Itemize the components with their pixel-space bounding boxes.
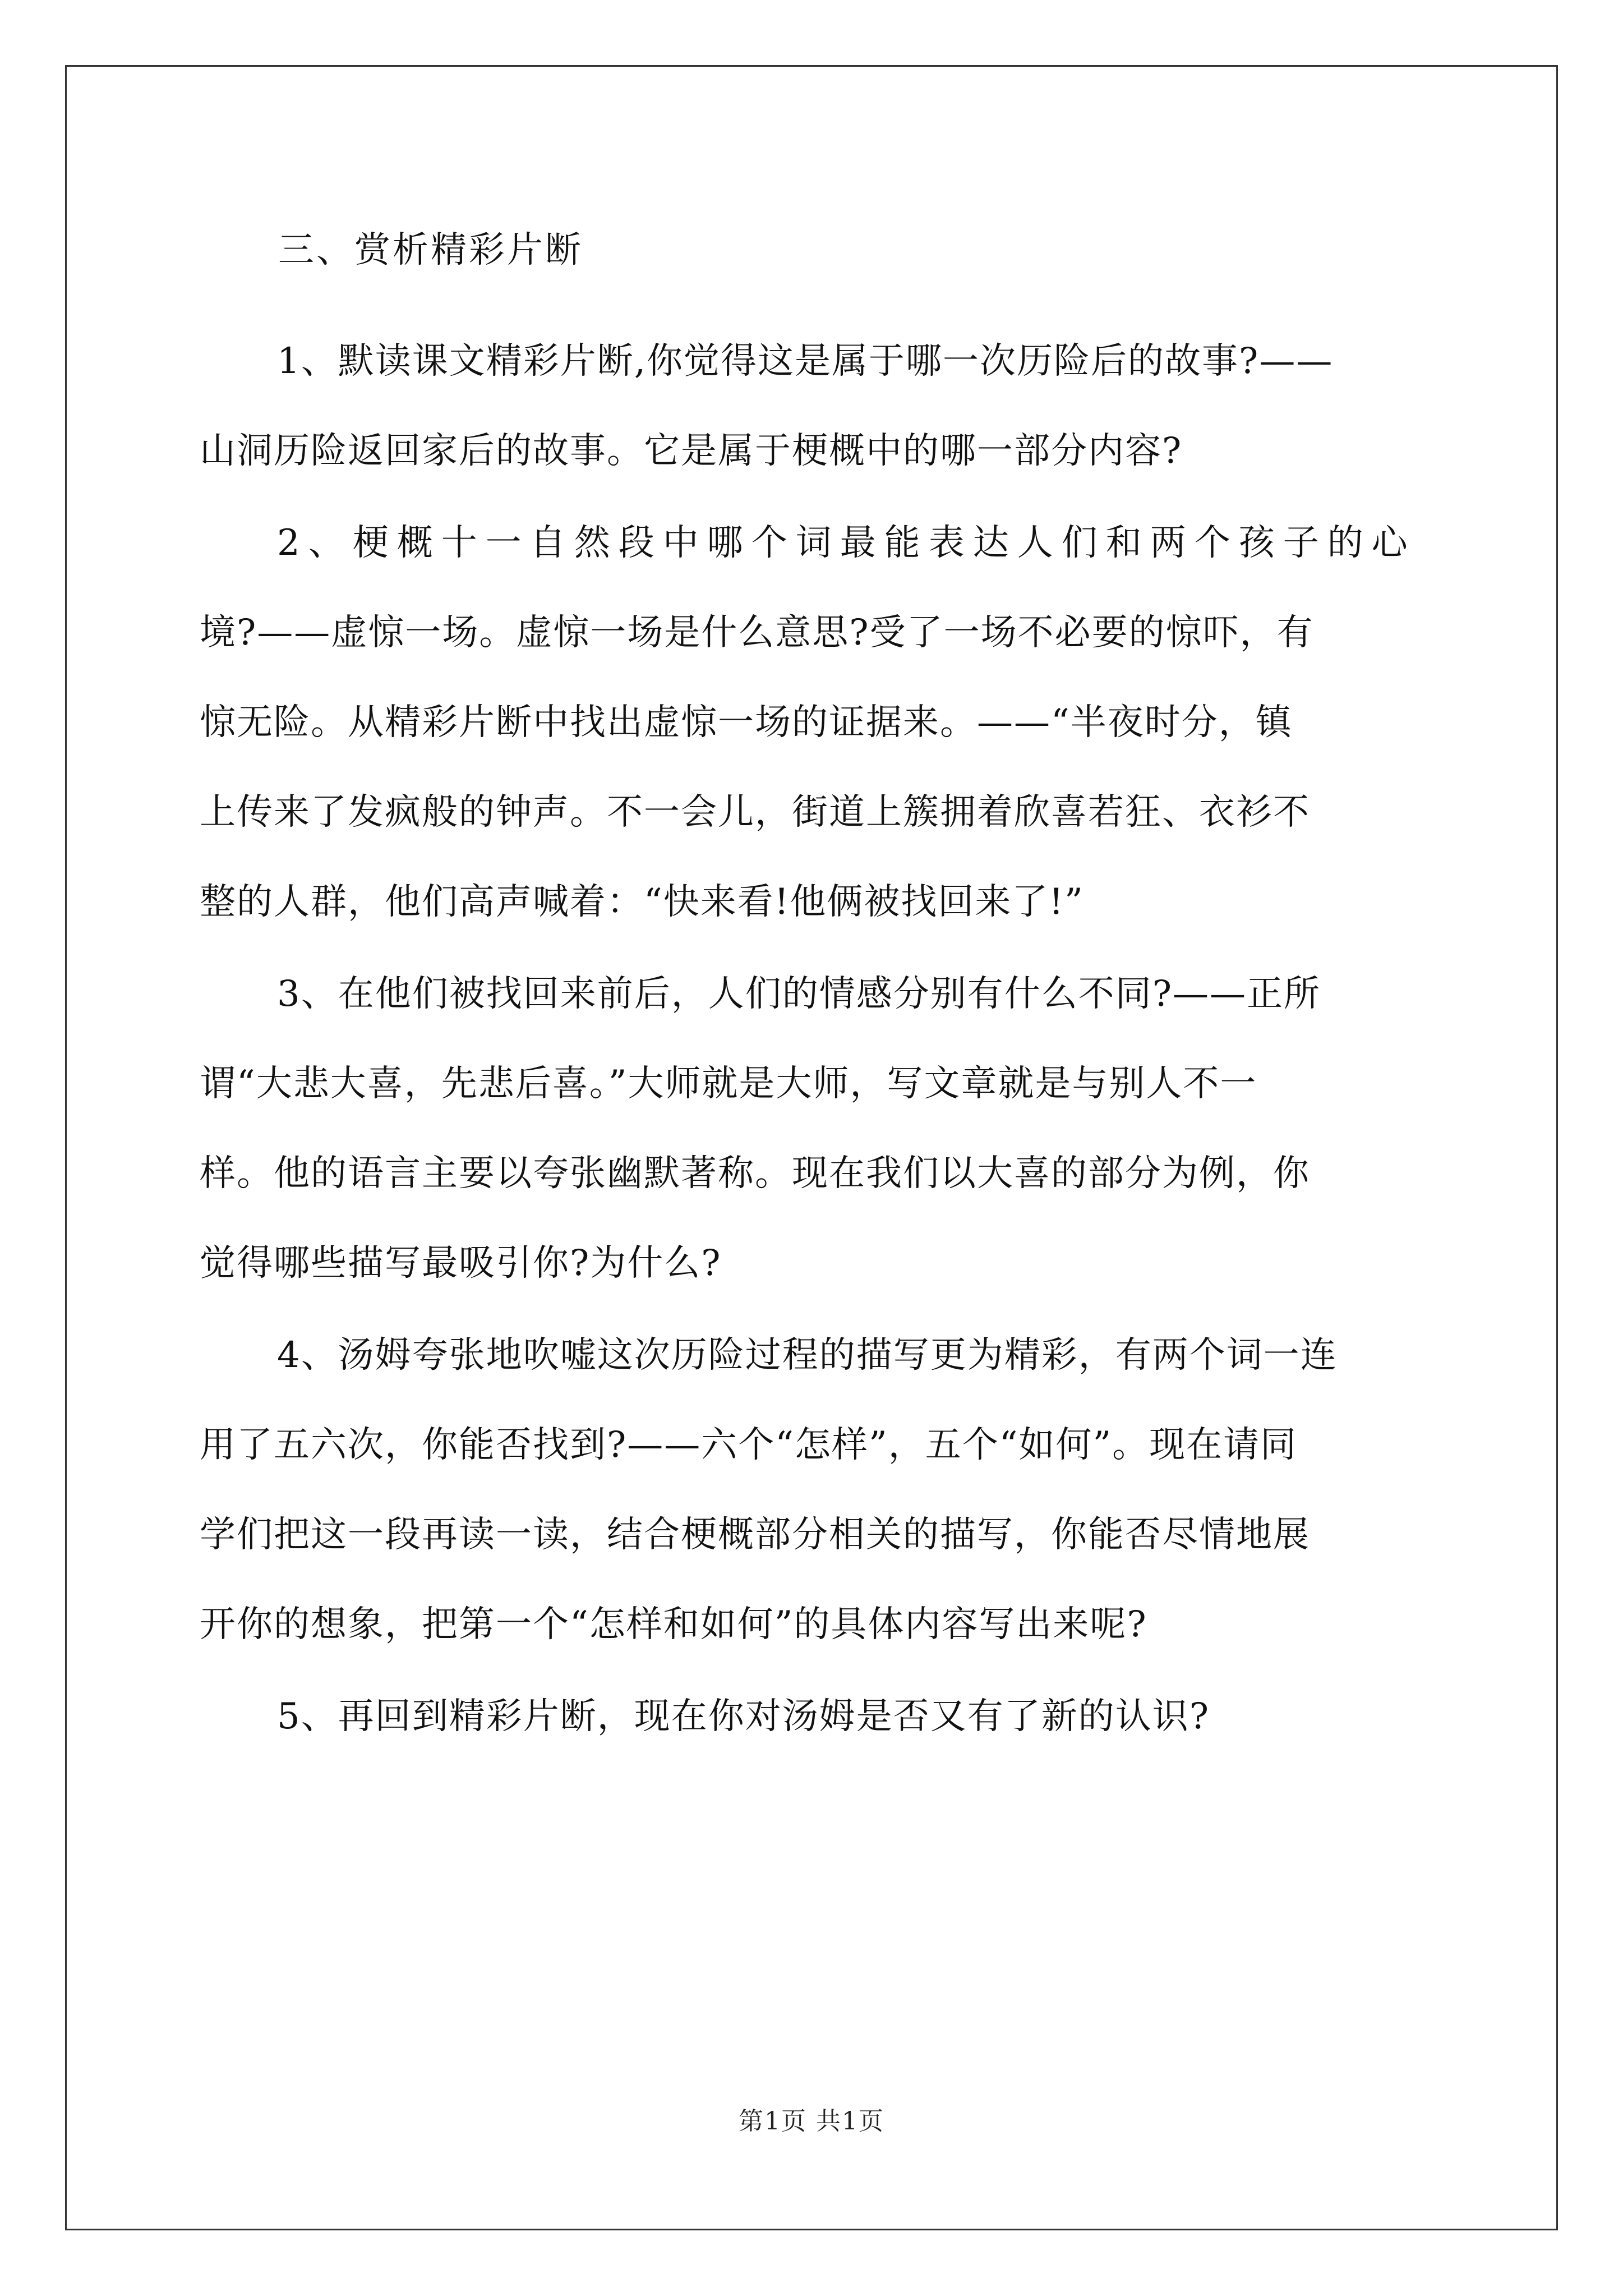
paragraph-line: 惊无险。从精彩片断中找出虚惊一场的证据来。——“半夜时分，镇 <box>200 702 1293 743</box>
paragraph-line: 整的人群，他们高声喊着：“快来看!他俩被找回来了!” <box>200 881 1084 923</box>
paragraph-line: 2、梗概十一自然段中哪个词最能表达人们和两个孩子的心 <box>277 522 1416 564</box>
paragraph-line: 5、再回到精彩片断，现在你对汤姆是否又有了新的认识? <box>277 1696 1210 1737</box>
paragraph-line: 觉得哪些描写最吸引你?为什么? <box>200 1243 722 1284</box>
paragraph-line: 开你的想象，把第一个“怎样和如何”的具体内容写出来呢? <box>200 1604 1147 1645</box>
page-footer: 第1页 共1页 <box>739 2107 884 2136</box>
paragraph-line: 境?——虚惊一场。虚惊一场是什么意思?受了一场不必要的惊吓，有 <box>200 612 1314 654</box>
paragraph-line: 用了五六次，你能否找到?——六个“怎样”，五个“如何”。现在请同 <box>200 1424 1298 1466</box>
paragraph-line: 山洞历险返回家后的故事。它是属于梗概中的哪一部分内容? <box>200 430 1183 472</box>
paragraph-1 <box>200 316 1428 496</box>
paragraph-line: 上传来了发疯般的钟声。不一会儿，街道上簇拥着欣喜若狂、衣衫不 <box>200 792 1310 833</box>
paragraph-line: 学们把这一段再读一读，结合梗概部分相关的描写，你能否尽情地展 <box>200 1514 1310 1556</box>
paragraph-line: 1、默读课文精彩片断,你觉得这是属于哪一次历险后的故事?—— <box>277 341 1334 382</box>
section-heading: 三、赏析精彩片断 <box>278 229 583 271</box>
paragraph-2 <box>200 498 1428 947</box>
paragraph-line: 谓“大悲大喜，先悲后喜。”大师就是大师，写文章就是与别人不一 <box>200 1063 1257 1105</box>
document-body <box>200 219 1428 1764</box>
paragraph-5 <box>200 1672 1428 1761</box>
paragraph-line: 样。他的语言主要以夸张幽默著称。现在我们以大喜的部分为例，你 <box>200 1153 1310 1194</box>
paragraph-line: 3、在他们被找回来前后，人们的情感分别有什么不同?——正所 <box>277 973 1321 1015</box>
paragraph-4 <box>200 1310 1428 1669</box>
paragraph-3 <box>200 949 1428 1308</box>
paragraph-line: 4、汤姆夸张地吹嘘这次历险过程的描写更为精彩，有两个词一连 <box>277 1335 1338 1376</box>
